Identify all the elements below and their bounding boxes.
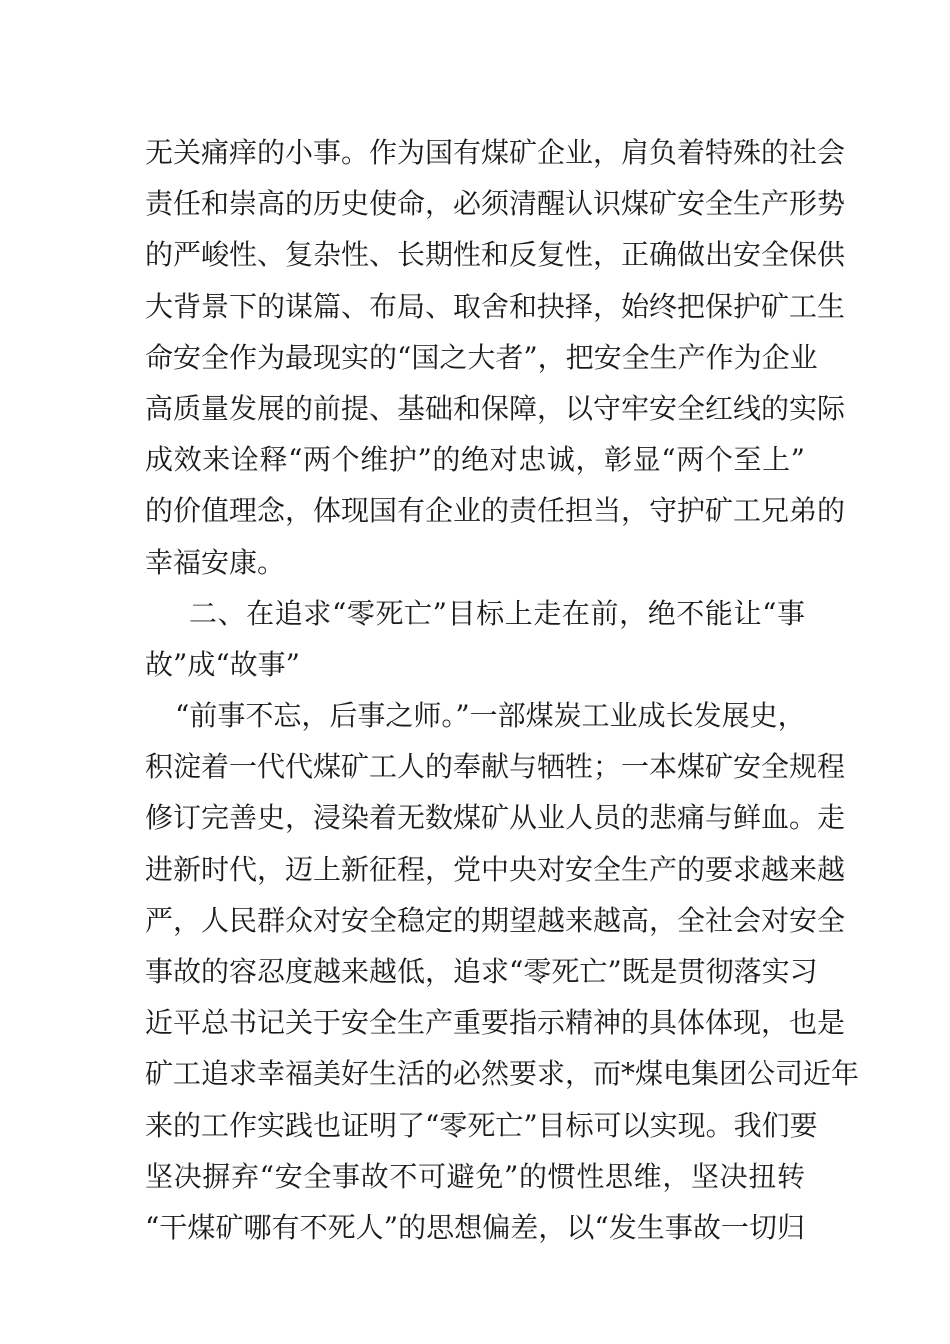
paragraph-line: 进新时代，迈上新征程，党中央对安全生产的要求越来越 — [145, 852, 846, 886]
paragraph-line: 修订完善史，浸染着无数煤矿从业人员的悲痛与鲜血。走 — [145, 801, 846, 835]
paragraph-line: 坚决摒弃“安全事故不可避免”的惯性思维，坚决扭转 — [145, 1159, 805, 1193]
paragraph-line: 大背景下的谋篇、布局、取舍和抉择，始终把保护矿工生 — [145, 289, 846, 323]
paragraph-line: “前事不忘，后事之师。”一部煤炭工业成长发展史， — [175, 699, 806, 733]
heading-line: 故”成“故事” — [145, 647, 300, 681]
paragraph-line: 严，人民群众对安全稳定的期望越来越高，全社会对安全 — [145, 903, 846, 937]
paragraph-1 — [145, 127, 846, 588]
document-body — [145, 127, 860, 1253]
paragraph-line: 无关痛痒的小事。作为国有煤矿企业，肩负着特殊的社会 — [145, 136, 846, 169]
paragraph-line: 积淀着一代代煤矿工人的奉献与牺牲；一本煤矿安全规程 — [145, 750, 846, 784]
paragraph-line: 事故的容忍度越来越低，追求“零死亡”既是贯彻落实习 — [145, 955, 818, 988]
paragraph-line: 幸福安康。 — [145, 545, 286, 579]
paragraph-line: 矿工追求幸福美好生活的必然要求，而*煤电集团公司近年 — [145, 1057, 860, 1091]
paragraph-2 — [145, 690, 860, 1253]
paragraph-line: 来的工作实践也证明了“零死亡”目标可以实现。我们要 — [145, 1108, 818, 1142]
section-heading-2 — [145, 588, 805, 690]
paragraph-line: 的价值理念，体现国有企业的责任担当，守护矿工兄弟的 — [145, 494, 846, 528]
paragraph-line: 近平总书记关于安全生产重要指示精神的具体体现，也是 — [145, 1006, 846, 1040]
paragraph-line: 高质量发展的前提、基础和保障，以守牢安全红线的实际 — [145, 391, 846, 425]
paragraph-line: 的严峻性、复杂性、长期性和反复性，正确做出安全保供 — [145, 238, 846, 272]
paragraph-line: “干煤矿哪有不死人”的思想偏差，以“发生事故一切归 — [145, 1210, 805, 1244]
paragraph-line: 命安全作为最现实的“国之大者”，把安全生产作为企业 — [145, 340, 818, 374]
heading-line: 二、在追求“零死亡”目标上走在前，绝不能让“事 — [189, 596, 805, 630]
paragraph-line: 成效来诠释“两个维护”的绝对忠诚，彰显“两个至上” — [145, 443, 805, 477]
paragraph-line: 责任和崇高的历史使命，必须清醒认识煤矿安全生产形势 — [145, 187, 846, 221]
